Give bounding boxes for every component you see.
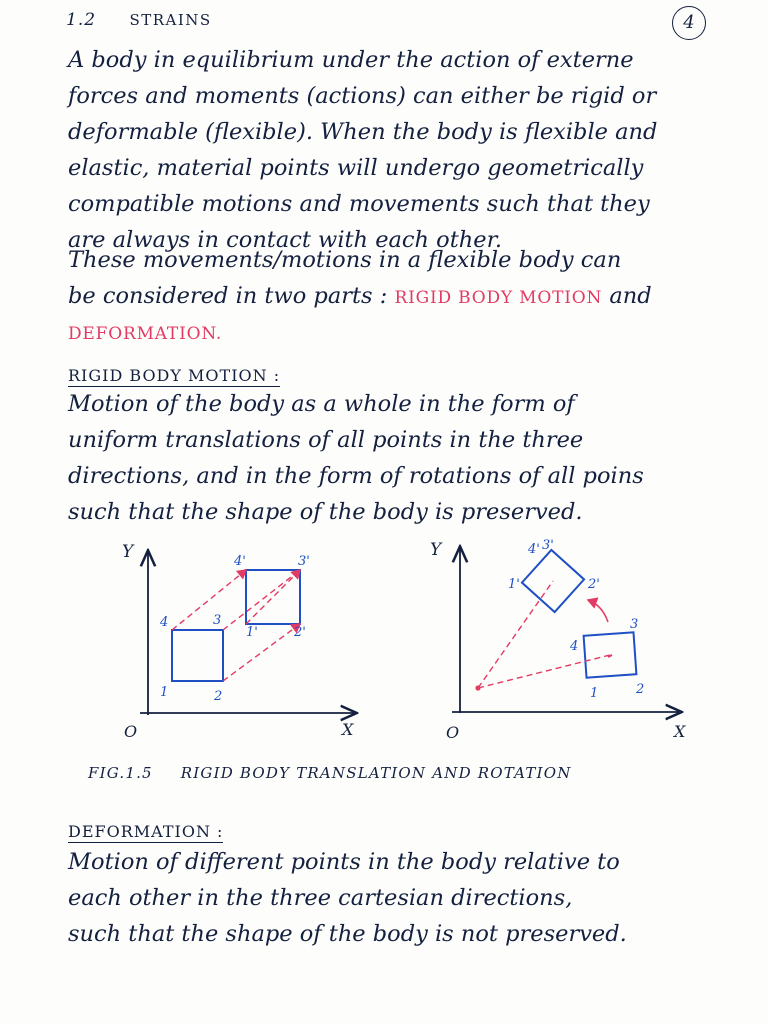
rigid-body-motion-highlight: RIGID BODY MOTION bbox=[394, 288, 603, 308]
left-x-label: X bbox=[342, 720, 354, 739]
section-title: STRAINS bbox=[129, 11, 212, 29]
right-label-2-prime: 2' bbox=[588, 577, 600, 592]
right-label-3: 3 bbox=[630, 617, 639, 632]
left-label-2: 2 bbox=[214, 689, 223, 704]
rigid-line: directions, and in the form of rotations of all poins bbox=[68, 463, 644, 489]
rigid-motion-figure bbox=[0, 530, 768, 760]
left-origin-label: O bbox=[124, 722, 138, 741]
deformation-line: each other in the three cartesian directions, bbox=[68, 885, 573, 911]
intro-line: compatible motions and movements such that they bbox=[68, 191, 650, 217]
rigid-line: uniform translations of all points in the three bbox=[68, 427, 584, 453]
rigid-body-motion-heading bbox=[68, 366, 280, 385]
section-header bbox=[66, 10, 212, 30]
right-origin-label: O bbox=[446, 723, 460, 742]
parts-paragraph bbox=[68, 242, 736, 352]
parts-line: These movements/motions in a flexible body can bbox=[68, 247, 622, 273]
deformation-paragraph bbox=[68, 844, 736, 952]
figure-number: FIG.1.5 bbox=[88, 764, 153, 782]
left-label-1: 1 bbox=[160, 685, 169, 700]
rotation-diagram bbox=[430, 538, 686, 742]
parts-line bbox=[68, 278, 736, 316]
left-label-3: 3 bbox=[213, 613, 222, 628]
deformation-line: such that the shape of the body is not preserved. bbox=[68, 921, 627, 947]
left-label-4: 4 bbox=[160, 615, 169, 630]
intro-line: forces and moments (actions) can either be rigid or bbox=[68, 83, 657, 109]
left-y-label: Y bbox=[122, 542, 134, 562]
rigid-paragraph bbox=[68, 386, 736, 530]
translation-path-2 bbox=[223, 624, 300, 681]
figure-caption bbox=[88, 764, 594, 782]
deformation-heading-text: DEFORMATION : bbox=[68, 822, 224, 841]
right-x-label: X bbox=[674, 722, 686, 741]
right-label-1-prime: 1' bbox=[508, 577, 520, 592]
left-label-4-prime: 4' bbox=[234, 554, 246, 569]
rotation-arrow bbox=[588, 600, 608, 622]
right-label-1: 1 bbox=[590, 686, 599, 701]
right-y-label: Y bbox=[430, 540, 442, 560]
parts-line-prefix: be considered in two parts : bbox=[68, 283, 388, 309]
figure-caption-text: RIGID BODY TRANSLATION AND ROTATION bbox=[180, 764, 572, 782]
right-label-2: 2 bbox=[636, 682, 645, 697]
intro-paragraph bbox=[68, 42, 736, 258]
right-label-4: 4 bbox=[570, 639, 579, 654]
intro-line: elastic, material points will undergo geometrically bbox=[68, 155, 644, 181]
left-label-1-prime: 1' bbox=[246, 625, 258, 640]
intro-line: A body in equilibrium under the action of externe bbox=[68, 47, 634, 73]
left-label-2-prime: 2' bbox=[294, 625, 306, 640]
intro-line: are always in contact with each other. bbox=[68, 227, 503, 253]
deformation-line: Motion of different points in the body relative to bbox=[68, 849, 620, 875]
diagonal-path bbox=[246, 570, 300, 624]
section-number: 1.2 bbox=[66, 10, 97, 30]
translation-diagram bbox=[122, 542, 355, 741]
parts-and: and bbox=[609, 283, 652, 309]
left-original-square bbox=[172, 630, 223, 681]
rigid-line: such that the shape of the body is preserved. bbox=[68, 499, 583, 525]
rigid-heading-text: RIGID BODY MOTION : bbox=[68, 366, 281, 385]
intro-line: deformable (flexible). When the body is flexible and bbox=[68, 119, 658, 145]
right-label-4-prime: 4' bbox=[528, 542, 540, 557]
left-label-3-prime: 3' bbox=[298, 554, 310, 569]
deformation-highlight: DEFORMATION. bbox=[68, 324, 223, 344]
rigid-line: Motion of the body as a whole in the form of bbox=[68, 391, 575, 417]
page-number-circle: 4 bbox=[672, 6, 706, 40]
deformation-heading bbox=[68, 822, 223, 841]
right-label-3-prime: 3' bbox=[542, 538, 554, 553]
